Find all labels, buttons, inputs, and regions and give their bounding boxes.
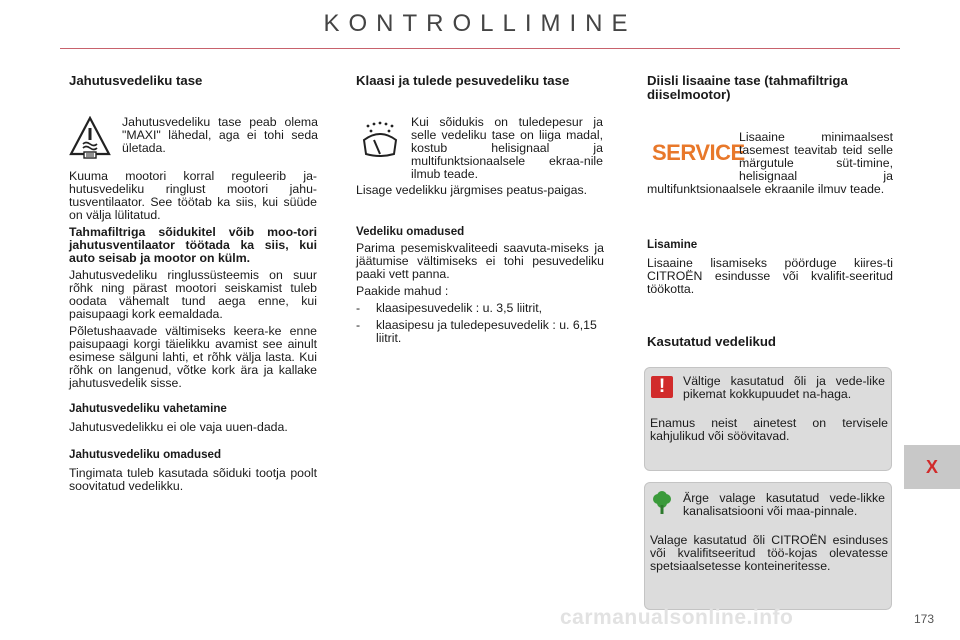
page-title: KONTROLLIMINE [323, 10, 637, 37]
list-item: - klaasipesuvedelik : u. 3,5 liitrit, [356, 302, 604, 315]
watermark: carmanualsonline.info [560, 606, 794, 629]
washer-sub1: Vedeliku omadused [356, 225, 465, 238]
coolant-body [69, 170, 317, 493]
coolant-warning-icon [69, 116, 111, 160]
tree-eco-icon [651, 491, 673, 515]
service-label: SERVICE [652, 140, 745, 165]
coolant-p2: Tahmafiltriga sõidukitel võib moo-tori jahutusventilaator töötada ka siis, kui auto seisab ja mootor on külm. [69, 225, 317, 265]
chapter-tab-label: X [925, 457, 938, 477]
coolant-sub2: Jahutusvedeliku omadused [69, 448, 222, 461]
coolant-p3: Jahutusvedeliku ringlussüsteemis on suur rõhk ning pärast mootori seiskamist tuleb oodata vähemalt tund aega enne, kui paisupaagi kork eemaldada. [69, 268, 317, 321]
title-rule [60, 48, 900, 49]
coolant-p1: Kuuma mootori korral reguleerib ja-hutusvedeliku ringlust mootori jahu-tusventilaator. See töötab ka siis, kui süüde on välja lülitatud. [69, 169, 317, 222]
coolant-p4: Põletushaavade vältimiseks keera-ke enne paisupaagi korgi täielikku avamist see ainult esimese sälguni lahti, et rõhk välja lasta. Kui rõhk on langenud, võtke kork ära ja kallake jahutusvedelik sisse. [69, 324, 317, 390]
washer-intro: Kui sõidukis on tuledepesur ja selle vedeliku tase on liiga madal, kostub helisignaal ja multifunktsionaalsele ekraa-nile ilmub teade. [411, 115, 603, 181]
warning-box [644, 367, 892, 471]
coolant-intro: Jahutusvedeliku tase peab olema "MAXI" lähedal, aga ei tohi seda ületada. [122, 115, 318, 155]
washer-capacity-list [356, 302, 604, 345]
service-float [647, 131, 745, 183]
chapter-tab[interactable] [904, 445, 960, 489]
coolant-heading: Jahutusvedeliku tase [69, 73, 203, 88]
diesel-sub1-text: Lisaaine lisamiseks pöörduge kiires-ti CITROËN esindusse või kvalifit-seeritud töökotta. [647, 256, 893, 296]
diesel-intro [647, 131, 893, 196]
eco-box [644, 482, 892, 610]
washer-sub1-text: Parima pesemiskvaliteedi saavuta-miseks ja jäätumise vältimiseks ei tohi pesuvedeliku paaki vett panna. [356, 241, 604, 281]
used-fluids-heading: Kasutatud vedelikud [647, 334, 776, 349]
list-item: - klaasipesu ja tuledepesuvedelik : u. 6,15 liitrit. [356, 319, 604, 345]
warning-text2: Enamus neist ainetest on tervisele kahjulikud või söövitavad. [650, 416, 888, 443]
diesel-body [647, 238, 893, 296]
exclamation-warning-icon: ! [651, 376, 673, 398]
eco-text2: Valage kasutatud õli CITROËN esinduses või kvalifitseeritud töö-kojas olevatesse spetsiaalsetesse konteineritesse. [650, 533, 888, 573]
warning-text1: Vältige kasutatud õli ja vede-like pikemat kokkupuudet na-haga. [683, 374, 885, 401]
washer-capacity-label: Paakide mahud : [356, 284, 449, 298]
diesel-heading: Diisli lisaaine tase (tahmafiltriga diiselmootor) [647, 73, 848, 102]
page-number: 173 [914, 612, 935, 626]
washer-body [356, 184, 604, 345]
eco-text1: Ärge valage kasutatud vede-likke kanalisatsiooni või maa-pinnale. [683, 491, 885, 518]
coolant-sub1-text: Jahutusvedelikku ei ole vaja uuen-dada. [69, 420, 288, 434]
washer-heading: Klaasi ja tulede pesuvedeliku tase [356, 73, 570, 88]
coolant-sub2-text: Tingimata tuleb kasutada sõiduki tootja poolt soovitatud vedelikku. [69, 466, 317, 493]
diesel-intro-text: Lisaaine minimaalsest tasemest teavitab teid selle märgutule süt-timine, helisignaal ja multifunktsionaalsele ekraanile ilmuv teade. [647, 130, 893, 196]
diesel-sub1: Lisamine [647, 238, 698, 251]
washer-fluid-icon [360, 120, 400, 162]
washer-p1: Lisage vedelikku järgmises peatus-paigas. [356, 183, 588, 197]
coolant-sub1: Jahutusvedeliku vahetamine [69, 402, 227, 415]
